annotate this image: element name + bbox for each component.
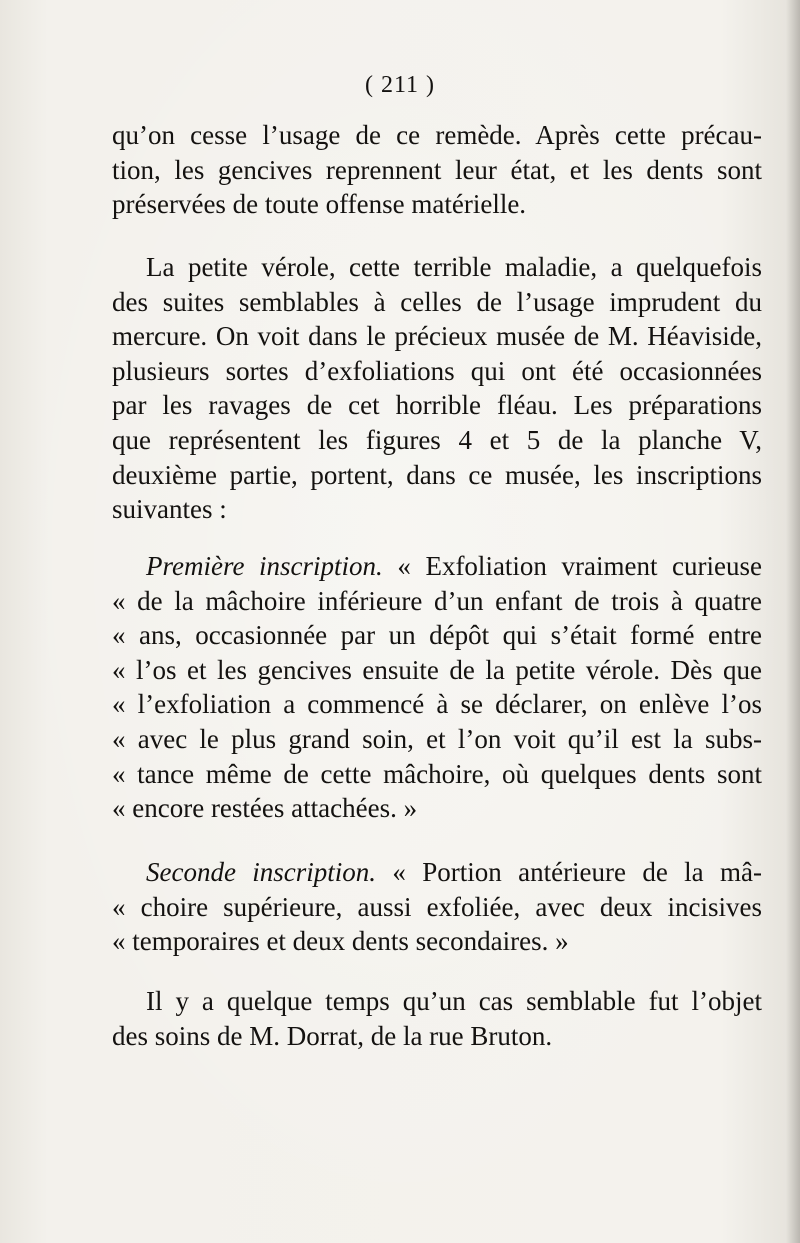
text-line: « choire supérieure, aussi exfoliée, avec deux incisives: [112, 891, 762, 922]
text-line: des soins de M. Dorrat, de la rue Bruton.: [112, 1020, 553, 1051]
inscription-text: « Exfoliation vraiment curieuse: [382, 551, 762, 581]
paragraph-first-inscription: [112, 549, 762, 826]
inscription-heading: Première inscription.: [146, 551, 383, 581]
paragraph-5: [112, 984, 762, 1053]
text-line: La petite vérole, cette terrible maladie, a quelquefois: [146, 252, 762, 282]
text-line: préservées de toute offense matérielle.: [112, 189, 527, 220]
text-line: par les ravages de cet horrible fléau. Les préparations: [112, 390, 762, 421]
inscription-heading: Seconde inscription.: [146, 857, 377, 887]
text-line: « l’os et les gencives ensuite de la petite vérole. Dès que: [112, 654, 762, 685]
page-edge-shadow: [786, 0, 800, 1243]
text-line: « encore restées attachées. »: [112, 793, 418, 824]
text-line: tion, les gencives reprennent leur état, et les dents sont: [112, 154, 762, 185]
text-line: mercure. On voit dans le précieux musée de M. Héaviside,: [112, 321, 762, 352]
text-line: « l’exfoliation a commencé à se déclarer, on enlève l’os: [112, 689, 762, 720]
inscription-text: « Portion antérieure de la mâ-: [376, 857, 762, 887]
paragraph-1: [112, 118, 762, 222]
page-number: ( 211 ): [364, 72, 436, 98]
text-line: « de la mâchoire inférieure d’un enfant de trois à quatre: [112, 585, 762, 616]
text-line: « avec le plus grand soin, et l’on voit qu’il est la subs-: [112, 723, 762, 754]
text-line: deuxième partie, portent, dans ce musée, les inscriptions: [112, 459, 762, 490]
text-line: Il y a quelque temps qu’un cas semblable fut l’objet: [146, 986, 762, 1016]
paragraph-second-inscription: [112, 855, 762, 959]
text-line: « tance même de cette mâchoire, où quelques dents sont: [112, 758, 762, 789]
text-line: [112, 855, 762, 890]
text-line: suivantes :: [112, 494, 227, 525]
paragraph-2: [112, 250, 762, 527]
text-line: « temporaires et deux dents secondaires. »: [112, 926, 569, 957]
text-line: qu’on cesse l’usage de ce remède. Après cette précau-: [112, 120, 762, 150]
text-line: « ans, occasionnée par un dépôt qui s’était formé entre: [112, 620, 762, 651]
text-line: [112, 549, 762, 584]
text-line: des suites semblables à celles de l’usage imprudent du: [112, 286, 762, 317]
text-line: que représentent les figures 4 et 5 de la planche V,: [112, 424, 762, 455]
text-line: plusieurs sortes d’exfoliations qui ont été occasionnées: [112, 355, 762, 386]
